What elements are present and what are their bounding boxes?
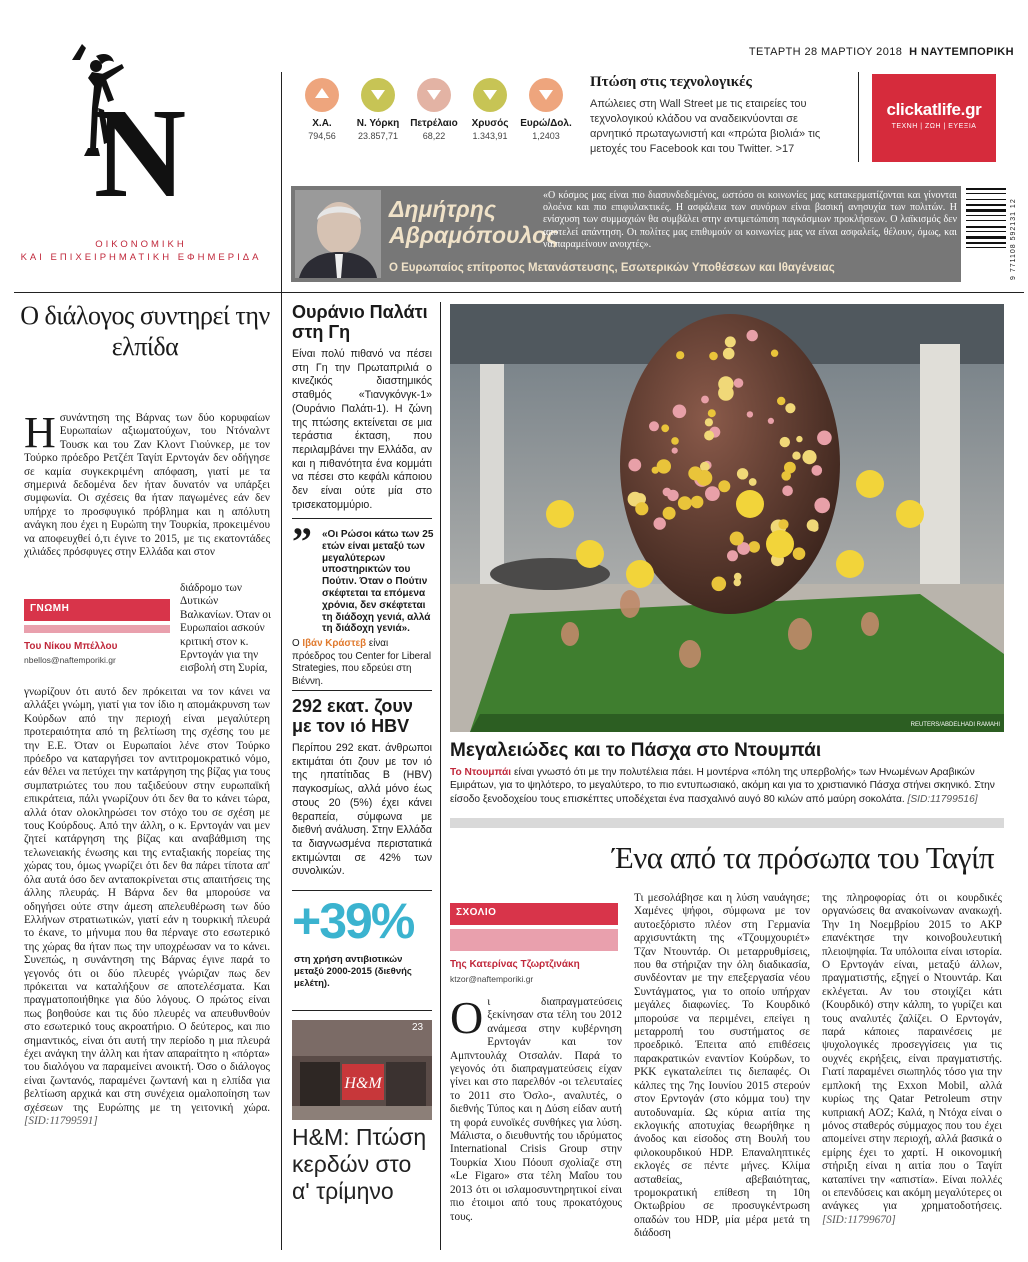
opinion-box <box>24 598 170 665</box>
bio-post: είναι πρόεδρος του Center for Liberal Strategies, που εδρεύει στη Βιέννη. <box>292 638 432 687</box>
quote-banner <box>291 186 961 282</box>
opinion-badge: ΓΝΩΜΗ <box>24 599 170 618</box>
opinion-author: Του Νίκου Μπέλλου <box>24 641 118 652</box>
krastev-bio <box>292 638 432 688</box>
down-arrow-icon <box>473 78 507 112</box>
hbv-headline: 292 εκατ. ζουν με τον ιό HBV <box>292 696 413 736</box>
market-value: 794,56 <box>308 131 336 141</box>
krastev-name: Ιβάν Κράστεβ <box>302 638 367 649</box>
masthead-tagline <box>0 238 282 264</box>
ad-sub: ΤΕΧΝΗ | ΖΩΗ | ΕΥΕΞΙΑ <box>891 123 977 130</box>
left-side-text: διάδρομο των Δυτικών Βαλκανίων. Όταν οι Ευρωπαίοι ασκούν κριτική στον κ. Ερντογάν για την εισβολή στη Συρία, <box>180 582 272 675</box>
market-value: 68,22 <box>422 131 446 141</box>
comment-label-box <box>450 902 618 984</box>
quote-rule <box>292 518 432 519</box>
pink-bar <box>24 625 170 633</box>
market-gold <box>462 78 518 141</box>
comment-col3 <box>822 892 1002 1227</box>
market-oil <box>406 78 462 141</box>
speaker-role: Ο Ευρωπαίος επίτροπος Μετανάστευσης, Εσωτερικών Υποθέσεων και Ιθαγένειας <box>389 262 835 274</box>
markets-strip <box>294 78 574 141</box>
paper-name: Η ΝΑΥΤΕΜΠΟΡΙΚΗ <box>909 46 1014 58</box>
krastev-quote: «Οι Ρώσοι κάτω των 25 ετών είναι μεταξύ των μεγαλύτερων υποστηρικτών του Πούτιν. Όταν ο Πούτιν σκέφτεται τα επόμενα χρόνια, δεν σκέφτεται τη διάδοχη γενιά, αλλά τη διάδοχη γενιά». <box>322 529 434 635</box>
quote-marks-icon: ” <box>292 519 312 564</box>
column-rule-left <box>281 72 282 1250</box>
hm-store-photo <box>292 1020 432 1120</box>
comment-author: Της Κατερίνας Τζωρτζινάκη <box>450 959 580 970</box>
hbv-text: Περίπου 292 εκατ. άνθρωποι εκτιμάται ότι ζουν με τον ιό της ηπατίτιδας B (HBV) παγκοσμίως, αλλά μόνο έως στους 20 (5%) έχει κάνει θεραπεία, σύμφωνα με διεθνή ανάλυση. Στην Ελλάδα τα διαγνωσμένα περιστατικά εκτιμώνται σε 42% των συνολικών. <box>292 742 432 878</box>
comment-sid: [SID:11799670] <box>822 1213 896 1226</box>
market-label: Ν. Υόρκη <box>356 118 400 129</box>
comment-badge: ΣΧΟΛΙΟ <box>450 903 618 922</box>
tech-text: Απώλειες στη Wall Street με τις εταιρείες του τεχνολογικού κλάδου να αναδεικνύονται σε αρνητικό πρωταγωνιστή και «πρώτα βιολιά» τις μετοχές του Facebook και του Twitter. >17 <box>590 98 821 155</box>
hm-page-ref: 23 <box>412 1022 424 1033</box>
hbv-rule <box>292 690 432 691</box>
comment-col3-text: της πληροφορίας ότι οι κουρδικές οργανώσεις θα ανακοίνωναν ανακωχή. Την 1η Νοεμβρίου 2015 το ΑΚΡ επανέκτησε την κοινοβουλευτική πλειοψηφία. Τα υπόλοιπα είναι ιστορία. Ο Ερντογάν είναι, μεταξύ άλλων, πραγματιστής, εξηγεί ο Ντουντάρ. Και εκλέγεται. Αν του στοιχίζει κάτι (Κουρδικό) στην κάλπη, το γυρίζει και τους αναλυτές ζαλίζει. Ο Ερντογάν, παρά κάποιες παραινέσεις με ψυχολογικές προσεγγίσεις για τις ουχνές εκρήξεις, είναι πραγματιστής. Γιατί παραμένει σιωπηλός τόσο για την εμπλοκή της Exxon Mobil, αλλά κυρίως της Qatar Petroleum στην κυπριακή ΑΟΖ; Καλά, η Ντόχα είναι ο μόνος σταθερός σύμμαχος που του έχει απομείνει στην περιοχή, αλλά βασικά ο εμίρης έχει το χαρτί. Η οικονομική στήριξη είναι η αιτία που ο Ταγίπ καταπίνει την «απιστία». Είναι πολλές οι επενδύσεις και ακόμη μεγαλύτερες οι ανάγκες για χρηματοδοτήσεις. <box>822 892 1002 1213</box>
barcode-digits: 9 771108 592131 12 <box>1010 198 1017 280</box>
caption-lead: Το Ντουμπάι <box>450 767 512 778</box>
comment-col1 <box>450 992 622 1224</box>
palace-text: Είναι πολύ πιθανό να πέσει στη Γη την Πρωταπριλιά ο κινεζικός διαστημικός σταθμός «Τιανγκόνγκ-1» (Ουράνιο Παλάτι-1). Η ζώνη της πτώσης εκτείνεται σε μια τεράστια έκταση, που περιλαμβάνει την Ελλάδα, αν και η πιθανότητα ένα κομμάτι να πέσει στο κεφάλι κάποιου δεν είναι ούτε μία στο τρισεκατομμύριο. <box>292 348 432 511</box>
left-body <box>24 686 270 1128</box>
market-value: 23.857,71 <box>357 131 399 141</box>
left-sid: [SID:11799591] <box>24 1115 98 1127</box>
ad-logo: clickatlife.gr <box>886 100 982 119</box>
section-rule <box>14 292 1024 293</box>
stat-value: +39% <box>292 893 414 949</box>
masthead-letter: N <box>93 82 187 224</box>
banner-quote: «Ο κόσμος μας είναι πιο διασυνδεδεμένος, ωστόσο οι κοινωνίες μας κατακερματίζονται και γίνονται ολοένα και πιο επιφυλακτικές. Η ασφάλεια των συνόρων είναι βασική ανησυχία των πολιτών. Η ενίσχυση των συμμαχιών θα συμβάλει στην αντιμετώπιση παγκόσμιων προκλήσεων. Ο λαϊκισμός δεν αποτελεί απάντηση. Οι πολίτες μας επιθυμούν οι κοινωνίες μας να είναι ασφαλείς, θέλουν, όμως, και να παραμείνουν ανοιχτές». <box>543 190 957 250</box>
issue-date: ΤΕΤΑΡΤΗ 28 ΜΑΡΤΙΟΥ 2018 <box>748 46 903 58</box>
market-eurusd <box>518 78 574 141</box>
tagline-line1: ΟΙΚΟΝΟΜΙΚΗ <box>95 239 187 250</box>
speaker-first-name: Δημήτρης <box>389 196 497 222</box>
comment-email[interactable]: ktzor@naftemporiki.gr <box>450 974 534 984</box>
up-arrow-icon <box>305 78 339 112</box>
grey-band <box>450 818 1004 828</box>
easter-egg-photo <box>450 304 1004 732</box>
left-headline: Ο διάλογος συντηρεί την ελπίδα <box>20 301 270 361</box>
market-label: Ευρώ/Δολ. <box>520 118 572 129</box>
photo-headline: Μεγαλειώδες και το Πάσχα στο Ντουμπάι <box>450 740 822 761</box>
tech-brief <box>590 74 840 157</box>
market-xa <box>294 78 350 141</box>
market-value: 1.343,91 <box>472 131 508 141</box>
market-label: Πετρέλαιο <box>410 118 458 129</box>
left-intro <box>24 408 270 559</box>
comment-col2: Τι μεσολάβησε και η λύση ναυάγησε; Χαμένες ψήφοι, σύμφωνα με τον αυτοεξόριστο πλέον στη Γερμανία αρχισυντάκτη της «Τζουμχουριέτ» Τζαν Ντουντάρ. Οι μεταρρυθμίσεις, που θα στήριζαν την όλη διαδικασία, συνδέονταν με την επεξεργασία νέου Συντάγματος, για το οποίο υπήρχαν μεγάλες διαφωνίες. Το Κουρδικό μπορούσε να περιμένει, επείγει η μεταρροπή του συστήματος σε προεδρικό. Έπειτα από επιθέσεις παρακρατικών εναντίον Κούρδων, το ΡΚΚ εγκαταλείπει τις διεπαφές. Οι κάλπες της 7ης Ιουνίου 2015 στερούν στον Ερντογάν (στο κόμμα του) την αυτοδυναμία. Ως κύρια αιτία της εκλογικής αποτυχίας θεωρήθηκε η άνοδος και είσοδος στη Βουλή του φιλοκουρδικού HDP. Επαναληπτικές εκλογές σε πέντε μήνες. Κλίμα ασταθείας, αβεβαιότητας, τρομοκρατική επίθεση τη 10η Οκτωβρίου σε προσυγκέντρωση οπαδών του HDP, μία μέρα μετά τη διάδοση <box>634 892 810 1240</box>
dropcap: Η <box>24 408 56 457</box>
stat-rule <box>292 890 432 891</box>
comment-pink-bar <box>450 929 618 951</box>
hm-headline: H&M: Πτώση κερδών στο α' τρίμηνο <box>292 1124 427 1204</box>
speaker-last-name: Αβραμόπουλος <box>389 222 559 248</box>
dateline <box>749 46 1014 58</box>
photo-credit: REUTERS/ABDELHADI RAMAHI <box>910 722 1000 728</box>
bio-pre: Ο <box>292 638 303 649</box>
speaker-name <box>389 196 558 248</box>
caption-text: είναι γνωστό ότι με την πολυτέλεια πάει. Η μοντέρνα «πόλη της υπερβολής» των Ηνωμένων Αραβικών Εμιράτων, για το ψηλότερο, το μεγαλύτερο, το πιο εντυπωσιακό, ακόμη και για το χριστιανικό Πάσχα στήνει σκηνικό. Στην είσοδο ξενοδοχείου τους επισκέπτες υποδέχεται ένα πασχαλινό αυγό 80 κιλών από μαύρη σοκολάτα. <box>450 767 995 805</box>
photo-sid: [SID:11799516] <box>907 793 978 805</box>
market-new-york <box>350 78 406 141</box>
tagline-line2: ΚΑΙ ΕΠΙΧΕΙΡΗΜΑΤΙΚΗ ΕΦΗΜΕΡΙΔΑ <box>20 252 262 263</box>
down-arrow-icon <box>361 78 395 112</box>
hm-logo: H&M <box>344 1075 382 1092</box>
down-arrow-icon <box>417 78 451 112</box>
portrait-photo <box>295 190 381 278</box>
palace-headline: Ουράνιο Παλάτι στη Γη <box>292 302 428 342</box>
opinion-email[interactable]: nbellos@naftemporiki.gr <box>24 655 116 665</box>
comment-col1-text: ι διαπραγματεύσεις ξεκίνησαν στα τέλη του 2012 ανάμεσα στην κυβέρνηση Ερντογάν και τον Αμπντουλάχ Οτσαλάν. Παρά το γεγονός ότι διαπραγματεύσεις είχαν γίνει και στο παρελθόν -οι τελευταίες το 2011 στο Όσλο-, αναλυτές, ο διεθνής Τύπος και η Δύση είδαν αυτή τη φορά ευνοϊκές συνθήκες για λύση. Μάλιστα, ο διευθυντής του ιδρύματος International Crisis Group στην Τουρκία Χιου Πόουπ σχολίαζε στη «Le Figaro» στα τέλη Μαΐου του 2013 ότι οι ισλαμοσυντηρητικοί είναι πιο έτοιμοι από τους προκατόχους τους. <box>450 996 622 1223</box>
market-label: Χ.Α. <box>312 118 332 129</box>
market-value: 1,2403 <box>532 131 560 141</box>
stat-caption: στη χρήση αντιβιοτικών μεταξύ 2000-2015 (διεθνής μελέτη). <box>294 954 412 989</box>
column-rule-mid <box>440 302 441 1250</box>
comment-headline: Ένα από τα πρόσωπα του Ταγίπ <box>612 840 994 875</box>
left-intro-text: συνάντηση της Βάρνας των δύο κορυφαίων Ευρωπαίων αξιωματούχων, του Ντόναλντ Τουσκ και του Ζαν Κλοντ Γιούνκερ, με τον Τούρκο πρόεδρο Ρετζέπ Ταγίπ Ερντογάν δεν οδήγησε σε καμία συγκεκριμένη απόφαση, γιατί με τα σημερινά δεδομένα δεν ήταν δυνατόν να υπάρξει συμφωνία. Οι σχέσεις θα ήταν παγωμένες εάν δεν υπήρχε το προσφυγικό πρόβλημα και η απόλυτη ανάγκη που έχει η Ευρώπη την Τουρκία, προκειμένου να αποφευχθεί ό,τι έγινε το 2015, με τις εκατοντάδες χιλιάδες πρόσφυγες στην Ελλάδα και στον <box>24 412 270 559</box>
photo-caption <box>450 766 1004 806</box>
tech-title: Πτώση στις τεχνολογικές <box>590 74 752 90</box>
opinion-badge-wrap <box>24 598 170 621</box>
left-body-text: γνωρίζουν ότι αυτό δεν πρόκειται να τον κάνει να αλλάξει γνώμη, γιατί για τον ίδιο η απομάκρυνση των Κούρδων από την περιοχή είναι μεγαλύτερη προτεραιότητα από τη βελτίωση της σχέσης του με την Ε.Ε. Όταν οι Ευρωπαίοι λένε στον Τούρκο πρόεδρο να καταργήσει τον αντιτρομοκρατικό νόμο, εάν θέλει να πετύχει την κατάργηση της βίζας για τους συμπατριώτες του που ταξιδεύουν στην ευρωπαϊκή επικράτεια, πάλι γνωρίζουν ότι δεν θα το κάνει τώρα, αλλά όταν ολοκληρώσει τον στόχο του σε σχέση με τους Κούρδους. Από την άλλη, ο κ. Ερντογάν ναι μεν ζητεί κατάργηση της βίζας και αναβάθμιση της τελωνειακής ένωσης και της ενταξιακής πορείας της χώρας του, όμως γνωρίζει ότι δεν θα πάρει τίποτα απ' όλα αυτά όσο δεν ανταποκρίνεται στις απαιτήσεις της άλλης πλευράς. Η Βάρνα δεν θα μπορούσε να οδηγήσει ούτε στην άμεση απελευθέρωση των δύο Ελλήνων στρατιωτικών, γιατί εάν η τουρκική πλευρά το έκανε, το μήνυμα που θα πέρναγε στο εσωτερικό της χώρας θα ήταν πως την υποχρέωσαν να το κάνει. Συνεπώς, η συνάντηση της Βάρνας έγινε παρά το γεγονός ότι οι δύο πλευρές γνώριζαν πως δεν πρόκειται να καταλήξουν σε αποτελέσματα. Και πραγματοποιήθηκε για δύο λόγους. Ο πρώτος είναι πως βοηθούσε και τις δύο πλευρές να απευθυνθούν στο εσωτερικό τους ακροατήριο. Ο δεύτερος, και πιο σημαντικός, είναι ότι αυτή την περίοδο η μια πλευρά έχει ανάγκη την άλλη και ήταν απαραίτητο η «πόρτα» του διαλόγου να παραμείνει ανοικτή. Όσο ο διάλογος είναι ζωντανός, παραμένει ζωντανή και η ελπίδα για βελτίωση αρχικά και στη συνέχεια ομαλοποίηση των σχέσεων της Ευρώπης με τη γειτονική χώρα. <box>24 686 270 1114</box>
comment-dropcap: Ο <box>450 992 484 1043</box>
ad-divider <box>858 72 859 162</box>
clickatlife-ad[interactable] <box>872 74 996 162</box>
comment-badge-wrap <box>450 902 618 925</box>
hm-rule <box>292 1010 432 1011</box>
down-arrow-icon <box>529 78 563 112</box>
market-label: Χρυσός <box>471 118 509 129</box>
